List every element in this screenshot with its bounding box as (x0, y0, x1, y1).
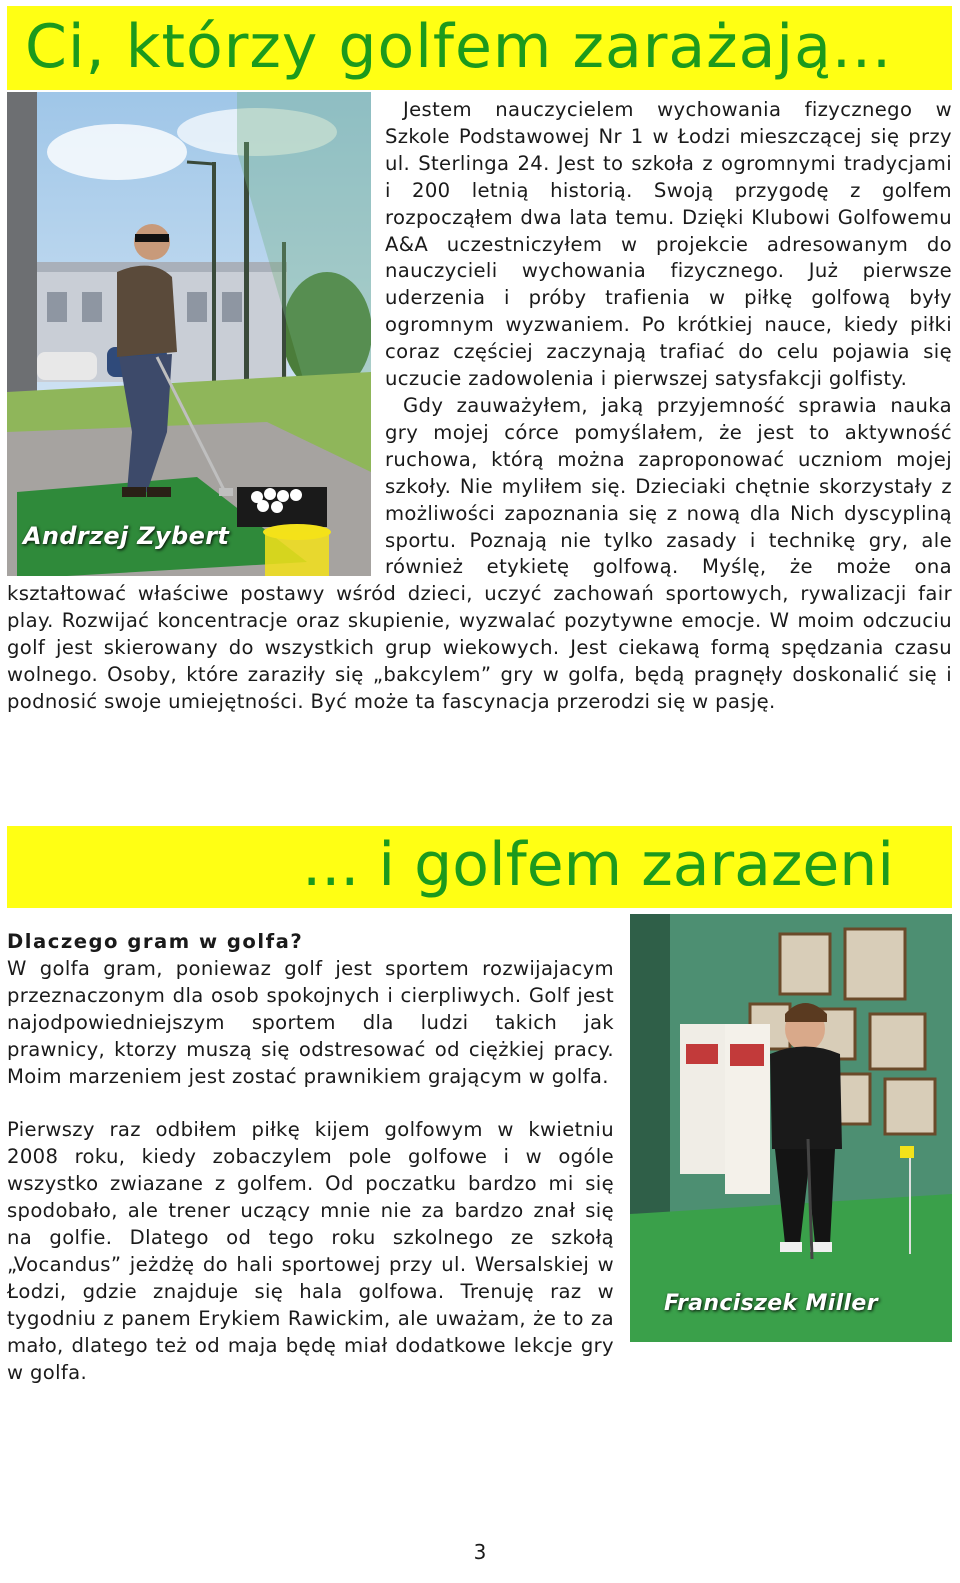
teacher-paragraph-1: Jestem nauczycielem wychowania fizycznego w Szkole Podstawowej Nr 1 w Łodzi mieszczącej się przy ul. Sterlinga 24. Jest to szkoła z ogromnymi tradycjami i 200 letnią historią. Swoją przygodę z golfem rozpocząłem dwa lata temu. Dzięki Klubowi Golfowemu A&A uczestniczyłem w projekcie adresowanym do nauczycieli wychowania fizycznego. Już pierwsze uderzenia i próby trafienia w piłkę golfową były ogromnym wyzwaniem. Po krótkiej nauce, kiedy piłki coraz częściej zaczynają trafiać do celu pojawia się uczucie zadowolenia i pierwszej satysfakcji golfisty. (385, 98, 952, 391)
teacher-golf-image (7, 92, 371, 576)
section-banner (7, 826, 952, 908)
student-article (7, 929, 952, 1387)
teacher-photo (7, 92, 371, 576)
student-paragraph-1: W golfa gram, poniewaz golf jest sportem rozwijajacym przeznaczonym dla osob spokojnych i cierpliwych. Golf jest najodpowiedniejszym sportem dla ludzi takich jak prawnicy, ktorzy muszą się odstresować od ciężkiej pracy. Moim marzeniem jest zostać prawnikiem grającym w golfa. (7, 956, 614, 1088)
student-photo-caption: Franciszek Miller (664, 1291, 878, 1317)
page-number: 3 (473, 1540, 487, 1564)
student-paragraph-2: Pierwszy raz odbiłem piłkę kijem golfowym w kwietniu 2008 roku, kiedy zobaczylem pole golfowe i w ogóle wszystko zwiazane z golfem. Od poczatku bardzo mi się spodobało, ale trener uczący mnie nie za bardzo znał się na golfie. Dlatego od tego roku szkolnego ze szkołą „Vocandus” jeżdżę do hali sportowej przy ul. Wersalskiej w Łodzi, gdzie znajduje się hala golfowa. Trenuję raz w tygodniu z panem Erykiem Rawickim, ale uważam, że to za mało, dlatego też od maja będę miał dodatkowe lekcje gry w golfa. (7, 1118, 614, 1384)
teacher-photo-caption: Andrzej Zybert (23, 522, 230, 551)
student-golf-image (630, 914, 952, 1342)
student-question: Dlaczego gram w golfa? (7, 930, 304, 953)
page-title: Ci, którzy golfem zarażają... (25, 12, 893, 82)
section-title: ... i golfem zarazeni (302, 830, 894, 900)
student-photo (630, 914, 952, 1342)
teacher-article (7, 97, 952, 716)
title-banner (7, 6, 952, 90)
teacher-paragraph-2: Gdy zauważyłem, jaką przyjemność sprawia nauka gry mojej córce pomyślałem, że jest to aktywność ruchowa, którą można zaproponować uczniom mojej szkoły. Nie myliłem się. Dzieciaki chętnie skorzystały z możliwości zapoznania się z nową dla Nich dyscypliną sportu. Poznają nie tylko zasady i technikę gry, ale również etykietę golfową. Myślę, że może ona kształtować właściwe postawy wśród dzieci, uczyć zachowań sportowych, rywalizacji fair play. Rozwijać koncentracje oraz skupienie, wyzwalać pozytywne emocje. W moim odczuciu golf jest skierowany do wszystkich grup wiekowych. Jest ciekawą formą spędzania czasu wolnego. Osoby, które zaraziły się „bakcylem” gry w golfa, będą pragnęły doskonalić się i podnosić swoje umiejętności. Być może ta fascynacja przerodzi się w pasję. (7, 393, 952, 713)
